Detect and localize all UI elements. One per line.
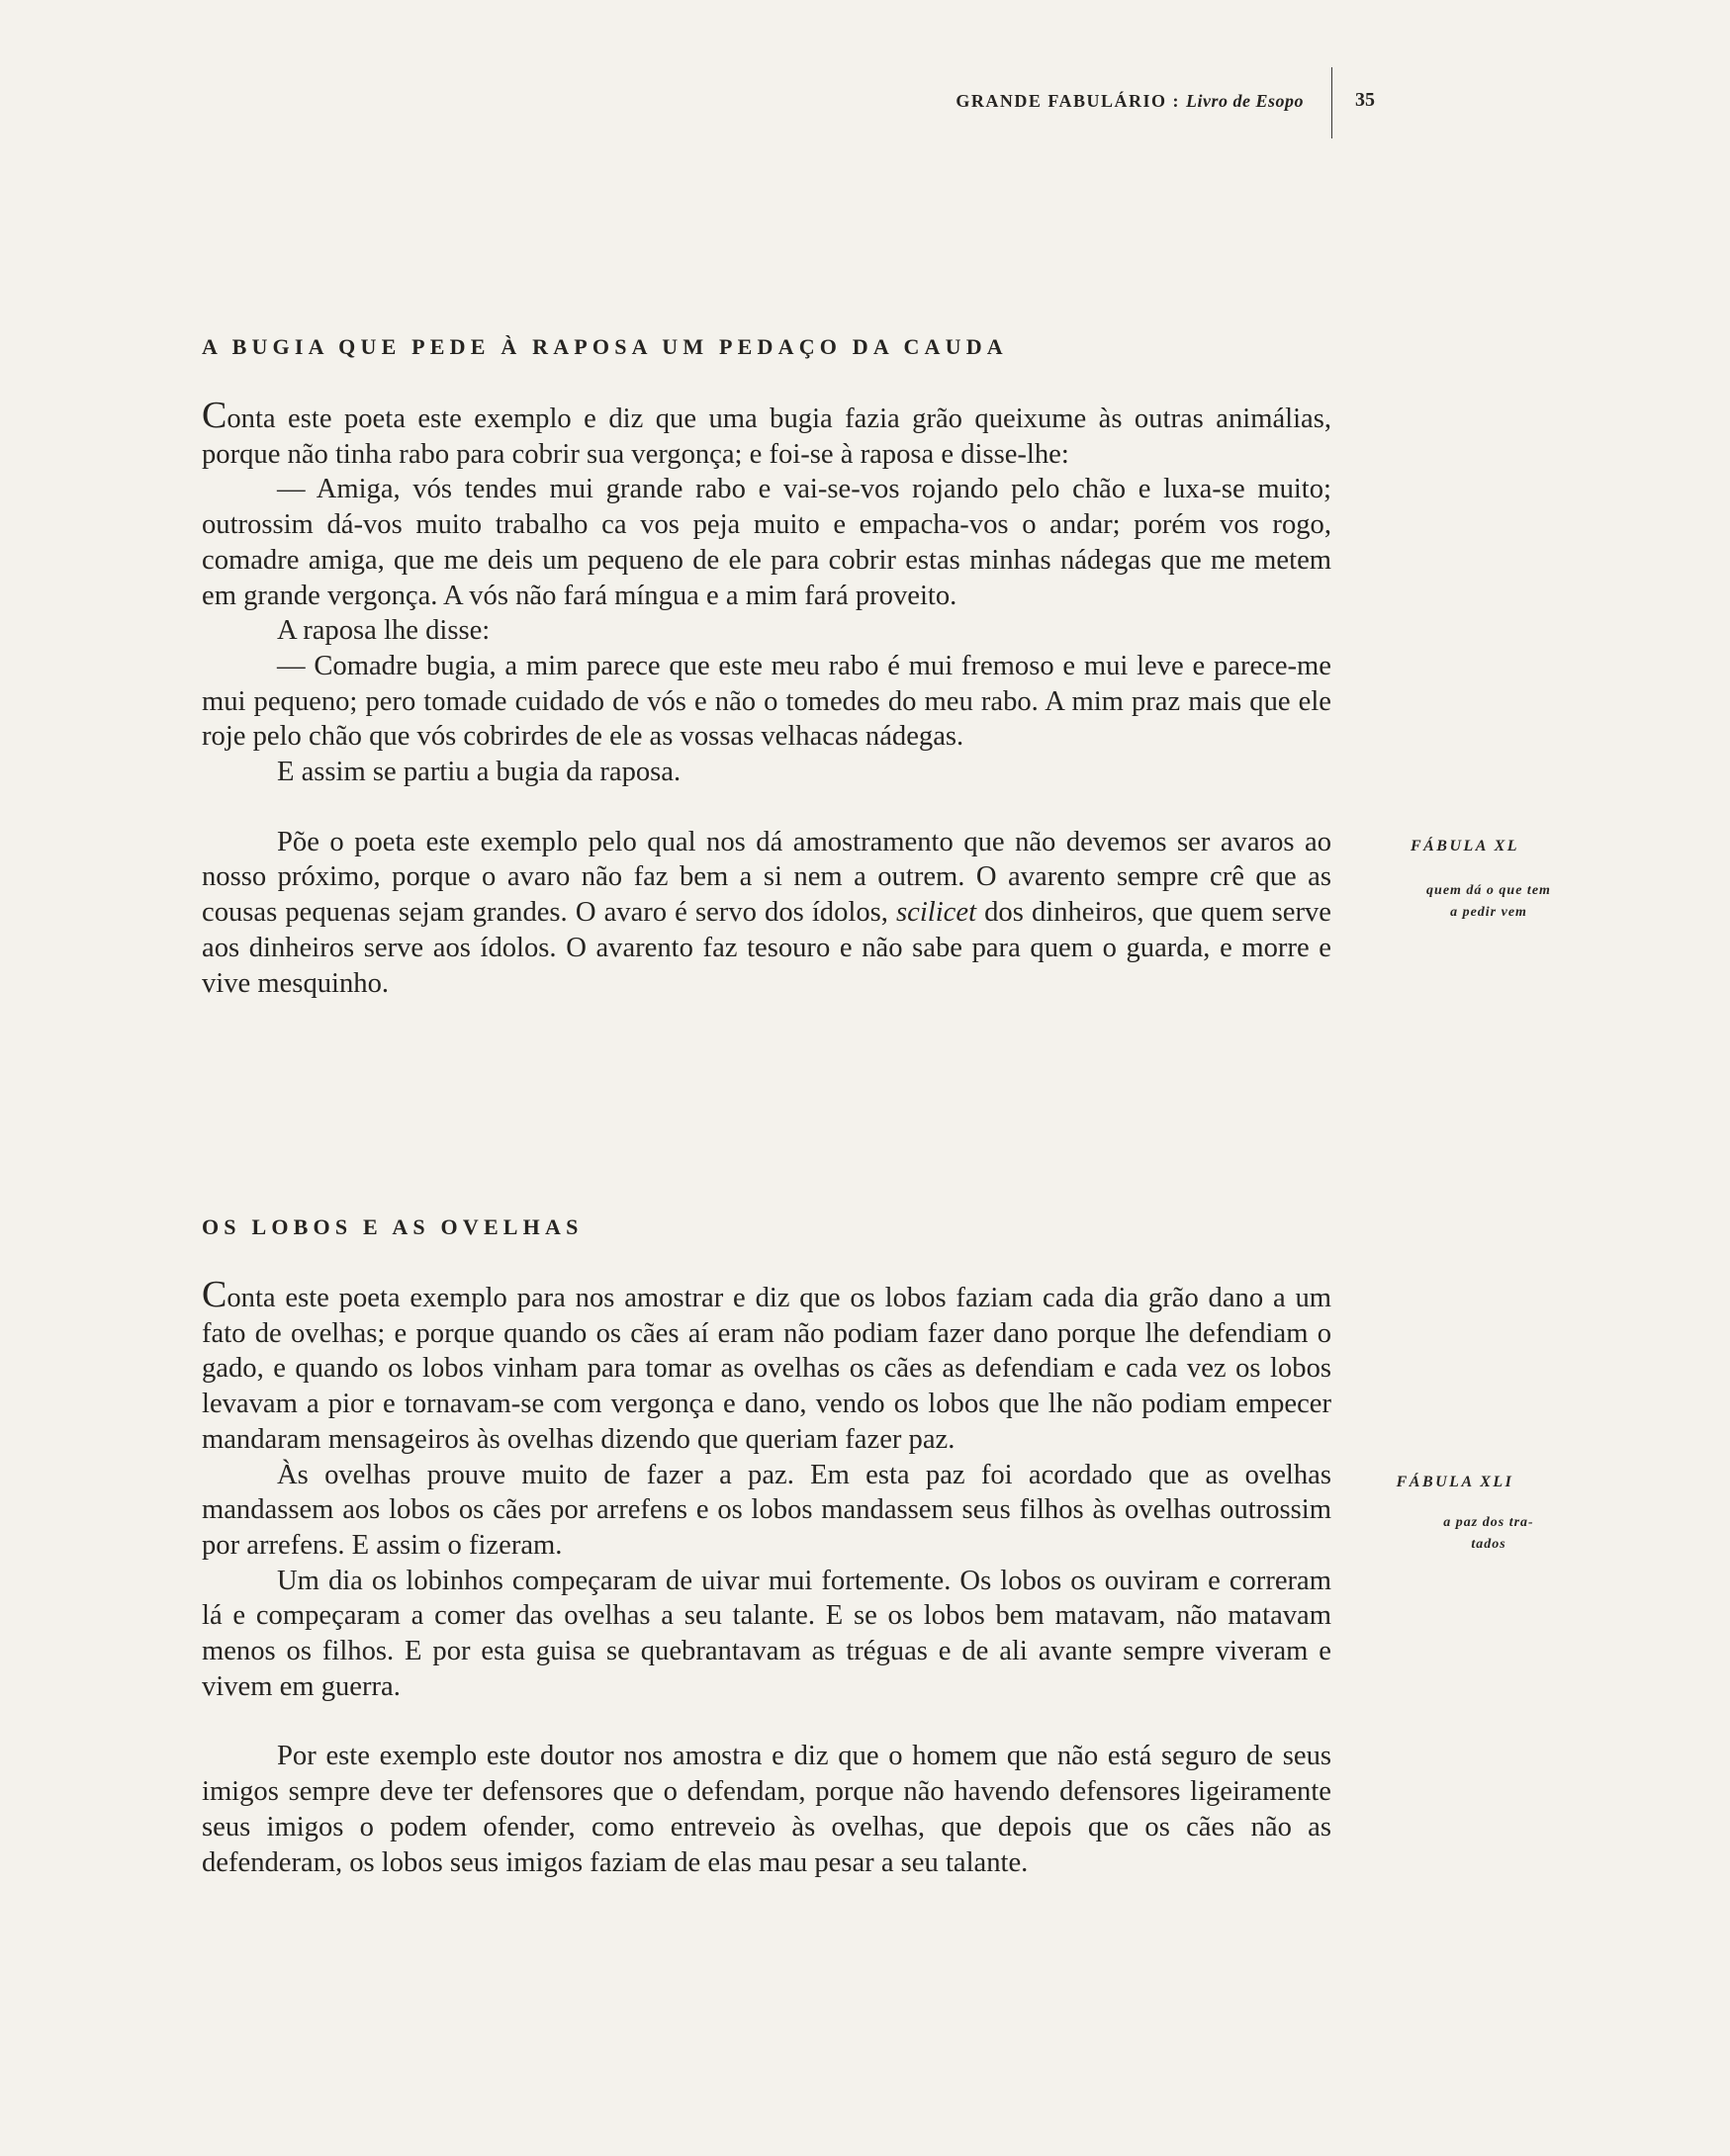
paragraph-gap [202,1704,1331,1739]
fable-xl-paragraph-1 [202,395,1331,472]
page-number: 35 [1355,89,1375,111]
fable-xl-paragraph-5: E assim se partiu a bugia da raposa. [277,757,682,788]
fable-xl-initial: C [202,395,228,436]
fable-xl-body [202,395,1331,1001]
running-header [0,85,1730,144]
fable-xl-paragraph-2: — Amiga, vós tendes mui grande rabo e vai-se-vos rojando pelo chão e luxa-se muito; outrossim dá-vos muito trabalho ca vos peja muito e empacha-vos o andar; porém vos rogo, comadre amiga, que me deis um pequeno de ele para cobrir estas minhas nádegas que me metem em grande vergonça. A vós não fará míngua e a mim fará proveito. [202,474,1331,611]
fable-xl-moral-italic: scilicet [896,897,977,929]
fable-xli-body [202,1274,1331,1880]
fable-xl-margin-note [1395,880,1583,924]
fable-xli-margin-label: FÁBULA XLI [1396,1474,1514,1490]
fable-xli-margin-note [1395,1512,1583,1556]
running-title [956,91,1304,112]
paragraph-gap [202,790,1331,825]
fable-xl-paragraph-4: — Comadre bugia, a mim parece que este meu rabo é mui fremoso e mui leve e parece-me mui pequeno; pero tomade cuidado de vós e não o tomedes do meu rabo. A mim praz mais que ele roje pelo chão que vós cobrirdes de ele as vossas velhacas nádegas. [202,650,1331,753]
fable-xli-paragraph-1 [202,1274,1331,1458]
fable-xl-title: A BUGIA QUE PEDE À RAPOSA UM PEDAÇO DA CAUDA [202,334,1008,359]
fable-xli-margin-note-line-2: tados [1471,1537,1506,1552]
fable-xl-margin-label: FÁBULA XL [1410,838,1520,854]
fable-xli-moral: Por este exemplo este doutor nos amostra e diz que o homem que não está seguro de seus imigos sempre deve ter defensores que o defendam, porque não havendo defensores ligeiramente seus imigos o podem ofender, como entreveio às ovelhas, que depois que os cães não as defenderam, os lobos seus imigos faziam de elas mau pesar a seu talante. [202,1741,1331,1878]
fable-xli-margin-note-line-1: a paz dos tra- [1443,1515,1534,1530]
fable-xl-moral-part-a: Põe o poeta este exemplo pelo qual nos dá amostramento que não devemos ser avaros ao nosso próximo, porque o avaro não faz bem a si nem a outrem. O avarento sempre crê que as cousas pequenas sejam grandes. O avaro é servo dos ídolos, [202,826,1331,929]
fable-xl-moral-part-b: dos dinheiros, que quem serve aos dinheiros serve aos ídolos. O avarento faz tesouro e não sabe para quem o guarda, e morre e vive mesquinho. [202,897,1331,999]
fable-xl-margin-note-line-1: quem dá o que tem [1426,883,1551,898]
fable-xl-paragraph-1-text: onta este poeta este exemplo e diz que uma bugia fazia grão queixume às outras animálias, porque não tinha rabo para cobrir sua vergonça; e foi-se à raposa e disse-lhe: [202,404,1331,470]
fable-xli-paragraph-2: Às ovelhas prouve muito de fazer a paz. Em esta paz foi acordado que as ovelhas mandassem aos lobos os cães por arrefens e os lobos mandassem seus filhos às ovelhas outrossim por arrefens. E assim o fizeram. [202,1459,1331,1561]
fable-xli-title: OS LOBOS E AS OVELHAS [202,1214,584,1239]
fable-xli-initial: C [202,1274,228,1315]
running-title-book: Livro de Esopo [1186,91,1304,111]
running-title-text: GRANDE FABULÁRIO : [956,91,1180,111]
fable-xl-margin-note-line-2: a pedir vem [1450,905,1527,920]
header-divider [1331,67,1332,138]
fable-xl-moral [202,825,1331,1002]
fable-xl-paragraph-3: A raposa lhe disse: [277,615,491,647]
fable-xli-paragraph-1-text: onta este poeta exemplo para nos amostrar e diz que os lobos faziam cada dia grão dano a um fato de ovelhas; e porque quando os cães aí eram não podiam fazer dano porque lhe defendiam o gado, e quando os lobos vinham para tomar as ovelhas os cães as defendiam e cada vez os lobos levavam a pior e tornavam-se com vergonça e dano, vendo os lobos que lhe não podiam empecer mandaram mensageiros às ovelhas dizendo que queriam fazer paz. [202,1283,1331,1455]
fable-xli-paragraph-3: Um dia os lobinhos compeçaram de uivar mui fortemente. Os lobos os ouviram e correram lá e compeçaram a comer das ovelhas a seu talante. E se os lobos bem matavam, não matavam menos os filhos. E por esta guisa se quebrantavam as tréguas e de ali avante sempre viveram e vivem em guerra. [202,1565,1331,1702]
